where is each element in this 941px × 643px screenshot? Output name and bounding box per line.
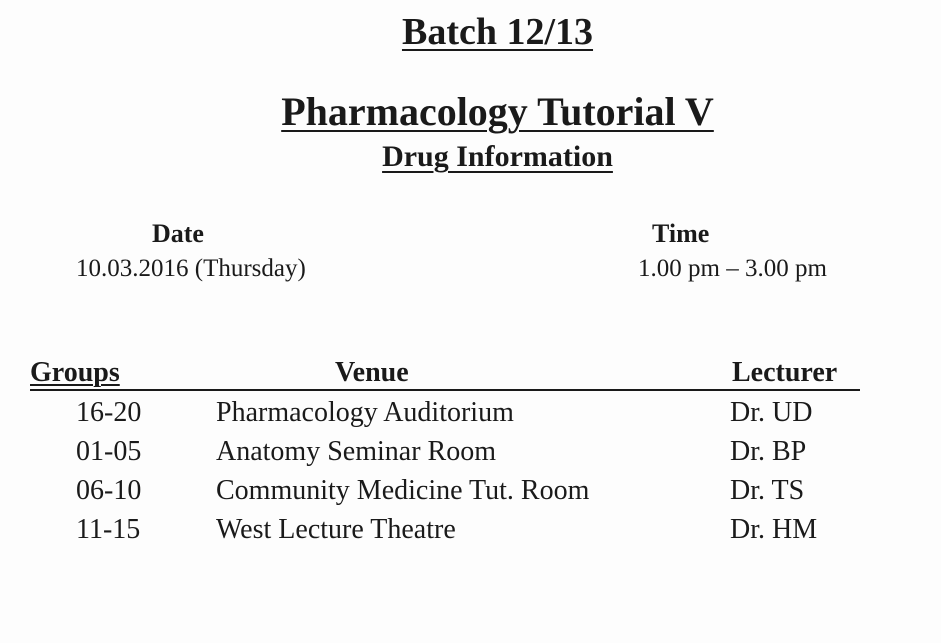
- table-row: [30, 391, 860, 430]
- date-value: 10.03.2016 (Thursday): [76, 255, 306, 282]
- batch-heading: Batch 12/13: [401, 11, 594, 53]
- table-row: [30, 469, 860, 508]
- group-cell: 01-05: [76, 436, 142, 467]
- header-groups: Groups: [30, 357, 120, 388]
- venue-cell: West Lecture Theatre: [216, 514, 456, 545]
- lecturer-cell: Dr. UD: [730, 397, 813, 428]
- time-value: 1.00 pm – 3.00 pm: [638, 255, 827, 282]
- lecturer-cell: Dr. HM: [730, 514, 818, 545]
- table-row: [30, 508, 860, 547]
- date-label: Date: [152, 219, 204, 248]
- group-cell: 06-10: [76, 475, 142, 506]
- venue-cell: Community Medicine Tut. Room: [216, 475, 590, 506]
- group-cell: 11-15: [76, 514, 141, 545]
- schedule-table: [30, 355, 860, 547]
- page-subtitle: Drug Information: [382, 140, 613, 173]
- venue-cell: Anatomy Seminar Room: [216, 436, 496, 467]
- lecturer-cell: Dr. BP: [730, 436, 807, 467]
- header-venue: Venue: [335, 357, 409, 388]
- lecturer-cell: Dr. TS: [730, 475, 805, 506]
- table-row: [30, 430, 860, 469]
- header-lecturer: Lecturer: [732, 357, 838, 388]
- table-header-row: [30, 355, 860, 391]
- time-label: Time: [652, 219, 710, 248]
- page-title: Pharmacology Tutorial V: [281, 89, 714, 134]
- group-cell: 16-20: [76, 397, 142, 428]
- venue-cell: Pharmacology Auditorium: [216, 397, 514, 428]
